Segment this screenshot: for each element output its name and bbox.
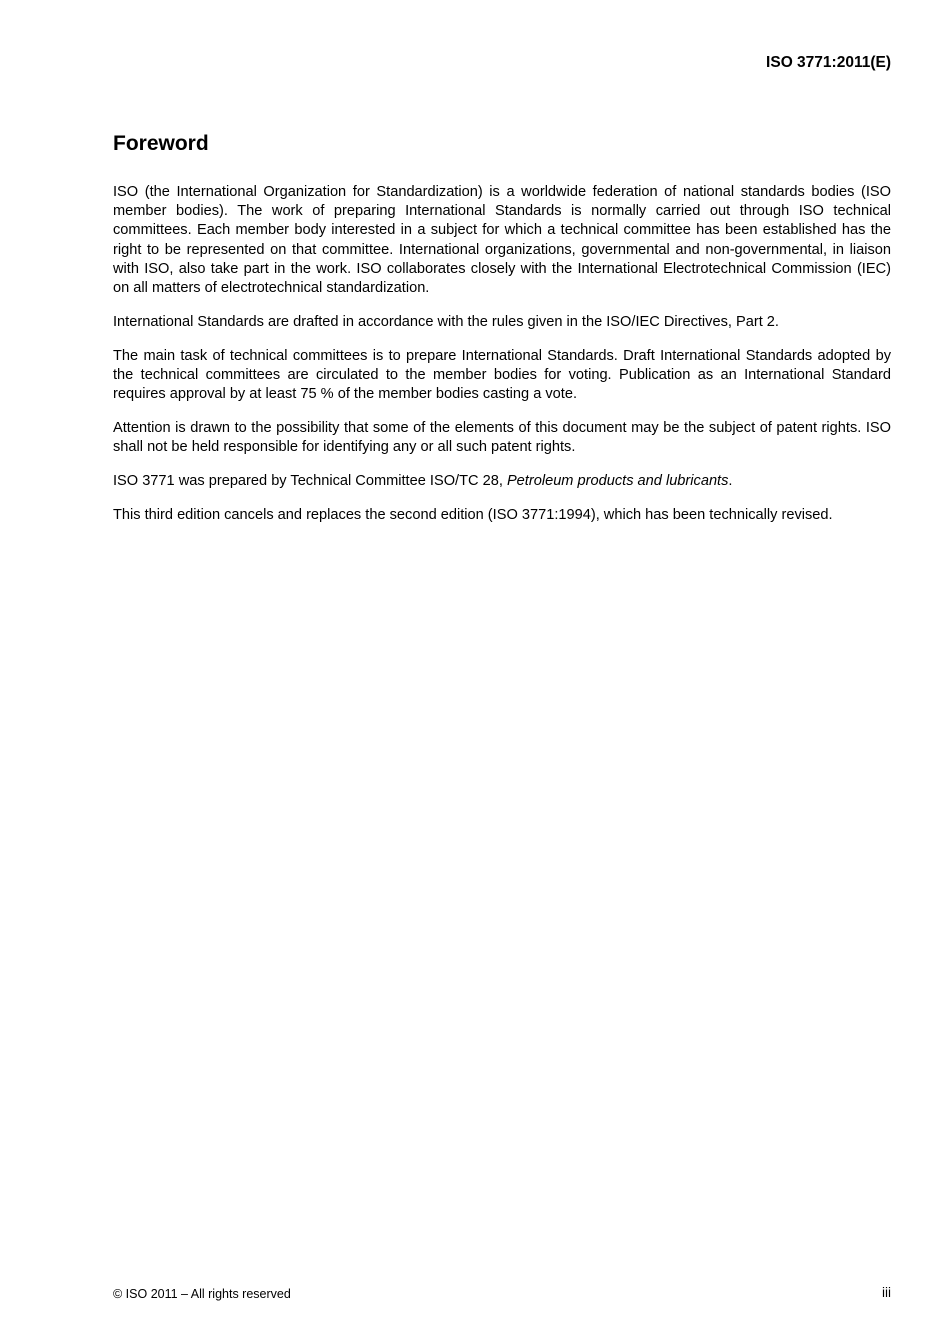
paragraph-edition: This third edition cancels and replaces the second edition (ISO 3771:1994), which has been technically revised. [113, 506, 833, 523]
paragraph-patent-rights: Attention is drawn to the possibility that some of the elements of this document may be the subject of patent rights. ISO shall not be held responsible for identifying any or all such patent rights. [113, 419, 891, 456]
prepared-by-suffix: . [728, 472, 733, 489]
foreword-body [113, 183, 891, 539]
section-title: Foreword [113, 132, 209, 155]
paragraph-iso-overview: ISO (the International Organization for Standardization) is a worldwide federation of national standards bodies (ISO member bodies). The work of preparing International Standards is normally carried out through ISO technical committees. Each member body interested in a subject for which a technical committee has been established has the right to be represented on that committee. International organizations, governmental and non-governmental, in liaison with ISO, also take part in the work. ISO collaborates closely with the International Electrotechnical Commission (IEC) on all matters of electrotechnical standardization. [113, 184, 891, 297]
document-id: ISO 3771:2011(E) [766, 54, 891, 71]
page-number: iii [882, 1285, 891, 1300]
footer-copyright: © ISO 2011 – All rights reserved [113, 1287, 291, 1301]
paragraph-committee-task: The main task of technical committees is to prepare International Standards. Draft International Standards adopted by the technical committees are circulated to the member bodies for voting. Publication as an International Standard requires approval by at least 75 % of the member bodies casting a vote. [113, 347, 891, 403]
paragraph-prepared-by [113, 472, 891, 491]
committee-title: Petroleum products and lubricants [506, 472, 729, 489]
prepared-by-prefix: ISO 3771 was prepared by Technical Committee ISO/TC 28, [113, 472, 507, 489]
paragraph-directives: International Standards are drafted in accordance with the rules given in the ISO/IEC Directives, Part 2. [113, 313, 779, 330]
